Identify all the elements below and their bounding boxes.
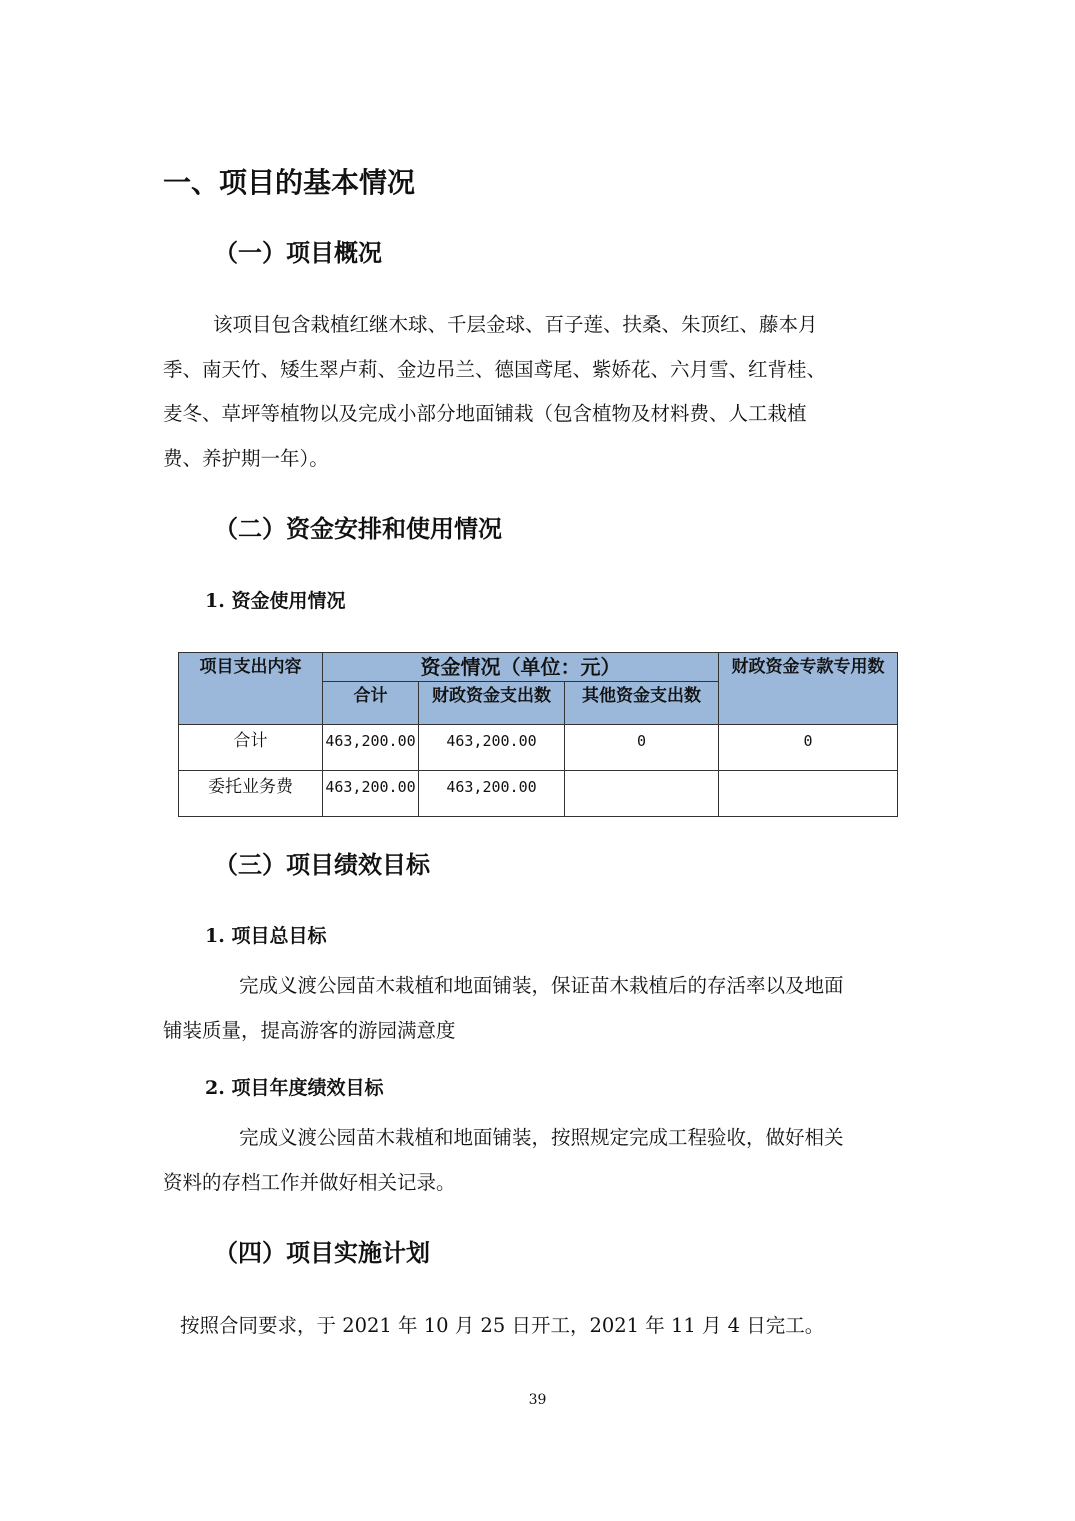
overview-line: 季、南天竹、矮生翠卢莉、金边吊兰、德国鸢尾、紫娇花、六月雪、红背桂、 [163, 357, 827, 381]
overview-line: 费、养护期一年）。 [163, 446, 329, 470]
header-fund-situation: 资金情况（单位：元） [323, 653, 719, 682]
item-title-overall-goal: 1. 项目总目标 [205, 925, 327, 947]
row-other: 0 [565, 725, 719, 771]
goal-line: 资料的存档工作并做好相关记录。 [163, 1170, 456, 1194]
fund-table-header-row [179, 653, 898, 682]
row-total: 463,200.00 [323, 725, 419, 771]
header-total: 合计 [323, 682, 419, 725]
table-row [179, 771, 898, 817]
header-fiscal-expense: 财政资金支出数 [419, 682, 565, 725]
row-label: 合计 [179, 725, 323, 771]
row-total: 463,200.00 [323, 771, 419, 817]
annual-goal-paragraph [163, 1116, 913, 1205]
goal-line: 铺装质量，提高游客的游园满意度 [163, 1018, 456, 1042]
subsection-title-performance: （三）项目绩效目标 [214, 851, 430, 879]
header-other-expense: 其他资金支出数 [565, 682, 719, 725]
table-row [179, 725, 898, 771]
subsection-title-plan: （四）项目实施计划 [214, 1239, 430, 1267]
overview-line: 该项目包含栽植红继木球、千层金球、百子莲、扶桑、朱顶红、藤本月 [213, 313, 818, 336]
row-label: 委托业务费 [179, 771, 323, 817]
row-fiscal: 463,200.00 [419, 725, 565, 771]
header-expense-content: 项目支出内容 [179, 653, 323, 725]
overview-line: 麦冬、草坪等植物以及完成小部分地面铺栽（包含植物及材料费、人工栽植 [163, 402, 807, 425]
page-number: 39 [528, 1392, 547, 1408]
plan-text: 按照合同要求，于 2021 年 10 月 25 日开工，2021 年 11 月 4 日完工。 [180, 1314, 825, 1337]
row-fiscal: 463,200.00 [419, 771, 565, 817]
goal-line: 完成义渡公园苗木栽植和地面铺装，保证苗木栽植后的存活率以及地面 [239, 974, 844, 997]
subsection-title-funding: （二）资金安排和使用情况 [214, 515, 502, 543]
section-title: 一、项目的基本情况 [163, 166, 416, 199]
subsection-title-overview: （一）项目概况 [214, 239, 382, 267]
overview-paragraph [163, 303, 913, 481]
fund-table [178, 652, 898, 817]
overall-goal-paragraph [163, 964, 913, 1053]
row-special [719, 771, 898, 817]
row-special: 0 [719, 725, 898, 771]
item-title-fund-usage: 1. 资金使用情况 [205, 590, 346, 612]
item-title-annual-goal: 2. 项目年度绩效目标 [205, 1077, 384, 1099]
row-other [565, 771, 719, 817]
header-special-use: 财政资金专款专用数 [719, 653, 898, 725]
goal-line: 完成义渡公园苗木栽植和地面铺装，按照规定完成工程验收，做好相关 [239, 1126, 844, 1149]
